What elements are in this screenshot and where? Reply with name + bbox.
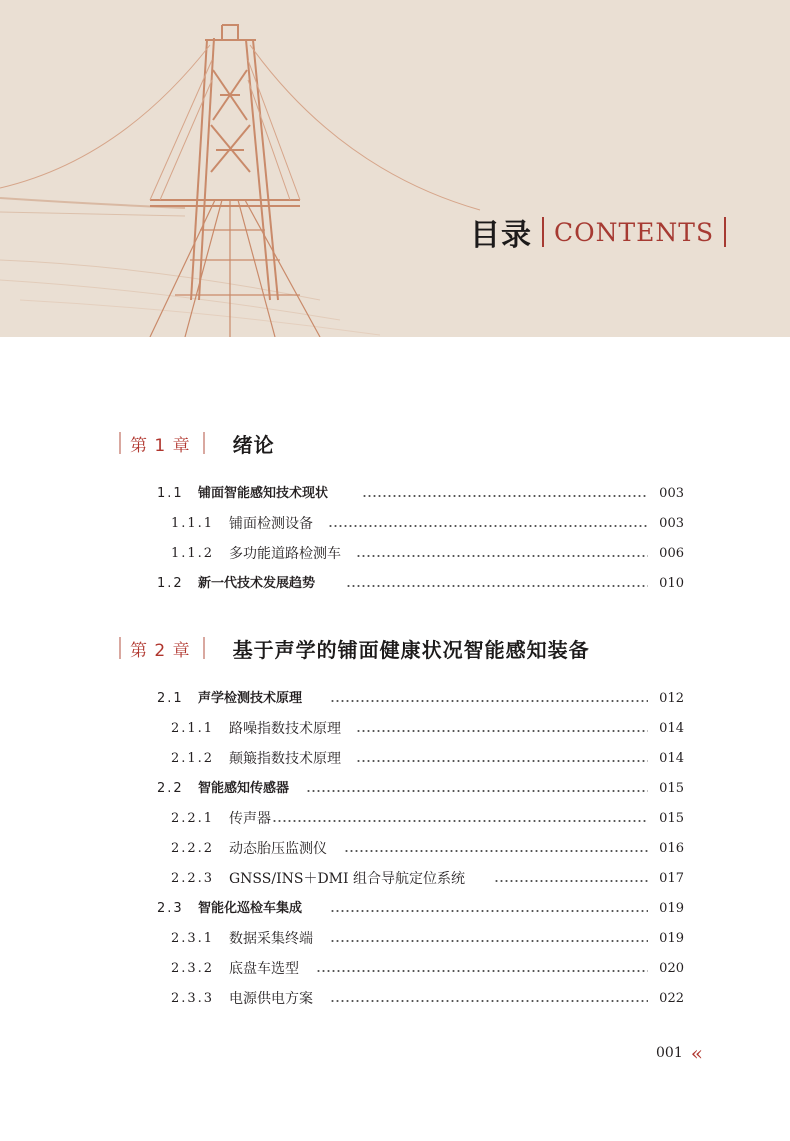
- title-divider-end: [724, 217, 726, 247]
- entry-number: 2.1.2: [171, 751, 215, 766]
- dot-leader: [272, 820, 648, 822]
- title-chinese: 目录: [470, 218, 532, 253]
- toc-entry-2-2-3[interactable]: [0, 866, 790, 892]
- entry-page: 015: [659, 811, 684, 826]
- entry-page: 016: [659, 841, 684, 856]
- chapter-label: 第 1 章: [130, 435, 191, 456]
- entry-page: 020: [659, 961, 684, 976]
- entry-title: 动态胎压监测仪: [229, 841, 327, 857]
- entry-title: 传声器: [229, 811, 271, 827]
- entry-number: 2.1.1: [171, 721, 215, 736]
- toc-entry-2-2[interactable]: [0, 776, 790, 802]
- dot-leader: [346, 585, 648, 587]
- entry-number: 2.3.2: [171, 961, 215, 976]
- toc-entry-1-1-1[interactable]: [0, 511, 790, 537]
- entry-page: 006: [659, 546, 684, 561]
- entry-page: 014: [659, 721, 684, 736]
- entry-page: 012: [659, 691, 684, 706]
- toc-entry-2-3-3[interactable]: [0, 986, 790, 1012]
- entry-number: 2.1: [157, 691, 184, 706]
- chapter-label: 第 2 章: [130, 640, 191, 661]
- entry-title: 颠簸指数技术原理: [229, 751, 341, 767]
- entry-page: 015: [659, 781, 684, 796]
- entry-page: 022: [659, 991, 684, 1006]
- toc-entry-1-1[interactable]: [0, 481, 790, 507]
- chapter-heading-2[interactable]: [119, 633, 590, 663]
- entry-title: 智能化巡检车集成: [198, 901, 303, 916]
- toc-entry-2-3-1[interactable]: [0, 926, 790, 952]
- entry-number: 2.2: [157, 781, 184, 796]
- entry-title: 路噪指数技术原理: [229, 721, 341, 737]
- page-footer: [656, 1041, 703, 1065]
- toc-entry-2-2-1[interactable]: [0, 806, 790, 832]
- entry-title: 智能感知传感器: [198, 781, 290, 796]
- dot-leader: [330, 1000, 648, 1002]
- toc-entry-2-1-2[interactable]: [0, 746, 790, 772]
- entry-number: 2.2.1: [171, 811, 215, 826]
- chapter-title: 绪论: [232, 432, 275, 457]
- entry-title: 多功能道路检测车: [229, 546, 341, 562]
- title-divider: [542, 217, 544, 247]
- chapter-bar-right: [203, 637, 205, 659]
- entry-number: 1.1: [157, 486, 184, 501]
- toc-entry-2-1[interactable]: [0, 686, 790, 712]
- dot-leader: [306, 790, 648, 792]
- entry-number: 2.2.3: [171, 871, 215, 886]
- dot-leader: [344, 850, 648, 852]
- entry-number: 1.1.2: [171, 546, 215, 561]
- dot-leader: [330, 910, 648, 912]
- dot-leader: [356, 730, 648, 732]
- entry-page: 003: [659, 516, 684, 531]
- double-chevron-left-icon: «: [690, 1041, 703, 1065]
- toc-entry-2-2-2[interactable]: [0, 836, 790, 862]
- entry-number: 2.2.2: [171, 841, 215, 856]
- entry-page: 019: [659, 931, 684, 946]
- entry-title: 电源供电方案: [229, 991, 313, 1007]
- dot-leader: [330, 940, 648, 942]
- entry-title: 数据采集终端: [229, 931, 313, 947]
- entry-page: 019: [659, 901, 684, 916]
- entry-page: 003: [659, 486, 684, 501]
- dot-leader: [356, 555, 648, 557]
- title-english: CONTENTS: [554, 217, 715, 247]
- entry-title: 铺面检测设备: [229, 516, 313, 532]
- chapter-bar-right: [203, 432, 205, 454]
- toc-entry-2-3[interactable]: [0, 896, 790, 922]
- chapter-heading-1[interactable]: [119, 428, 275, 458]
- dot-leader: [494, 880, 648, 882]
- dot-leader: [330, 700, 648, 702]
- entry-number: 1.2: [157, 576, 184, 591]
- toc-entry-2-1-1[interactable]: [0, 716, 790, 742]
- entry-page: 017: [659, 871, 684, 886]
- entry-title: 声学检测技术原理: [198, 691, 303, 706]
- chapter-title: 基于声学的铺面健康状况智能感知装备: [232, 637, 590, 662]
- entry-number: 2.3.3: [171, 991, 215, 1006]
- dot-leader: [328, 525, 648, 527]
- entry-title: GNSS/INS＋DMI 组合导航定位系统: [229, 871, 465, 887]
- toc-entry-2-3-2[interactable]: [0, 956, 790, 982]
- page-number: 001: [656, 1045, 683, 1061]
- entry-title: 底盘车选型: [229, 961, 299, 977]
- toc-entry-1-2[interactable]: [0, 571, 790, 597]
- page-title: [470, 212, 736, 252]
- entry-page: 010: [659, 576, 684, 591]
- entry-title: 铺面智能感知技术现状: [198, 486, 329, 501]
- entry-title: 新一代技术发展趋势: [198, 576, 316, 591]
- dot-leader: [316, 970, 648, 972]
- entry-page: 014: [659, 751, 684, 766]
- bridge-illustration: [0, 0, 790, 337]
- dot-leader: [356, 760, 648, 762]
- toc-entry-1-1-2[interactable]: [0, 541, 790, 567]
- entry-number: 1.1.1: [171, 516, 215, 531]
- entry-number: 2.3.1: [171, 931, 215, 946]
- header-banner: [0, 0, 790, 337]
- dot-leader: [362, 495, 648, 497]
- entry-number: 2.3: [157, 901, 184, 916]
